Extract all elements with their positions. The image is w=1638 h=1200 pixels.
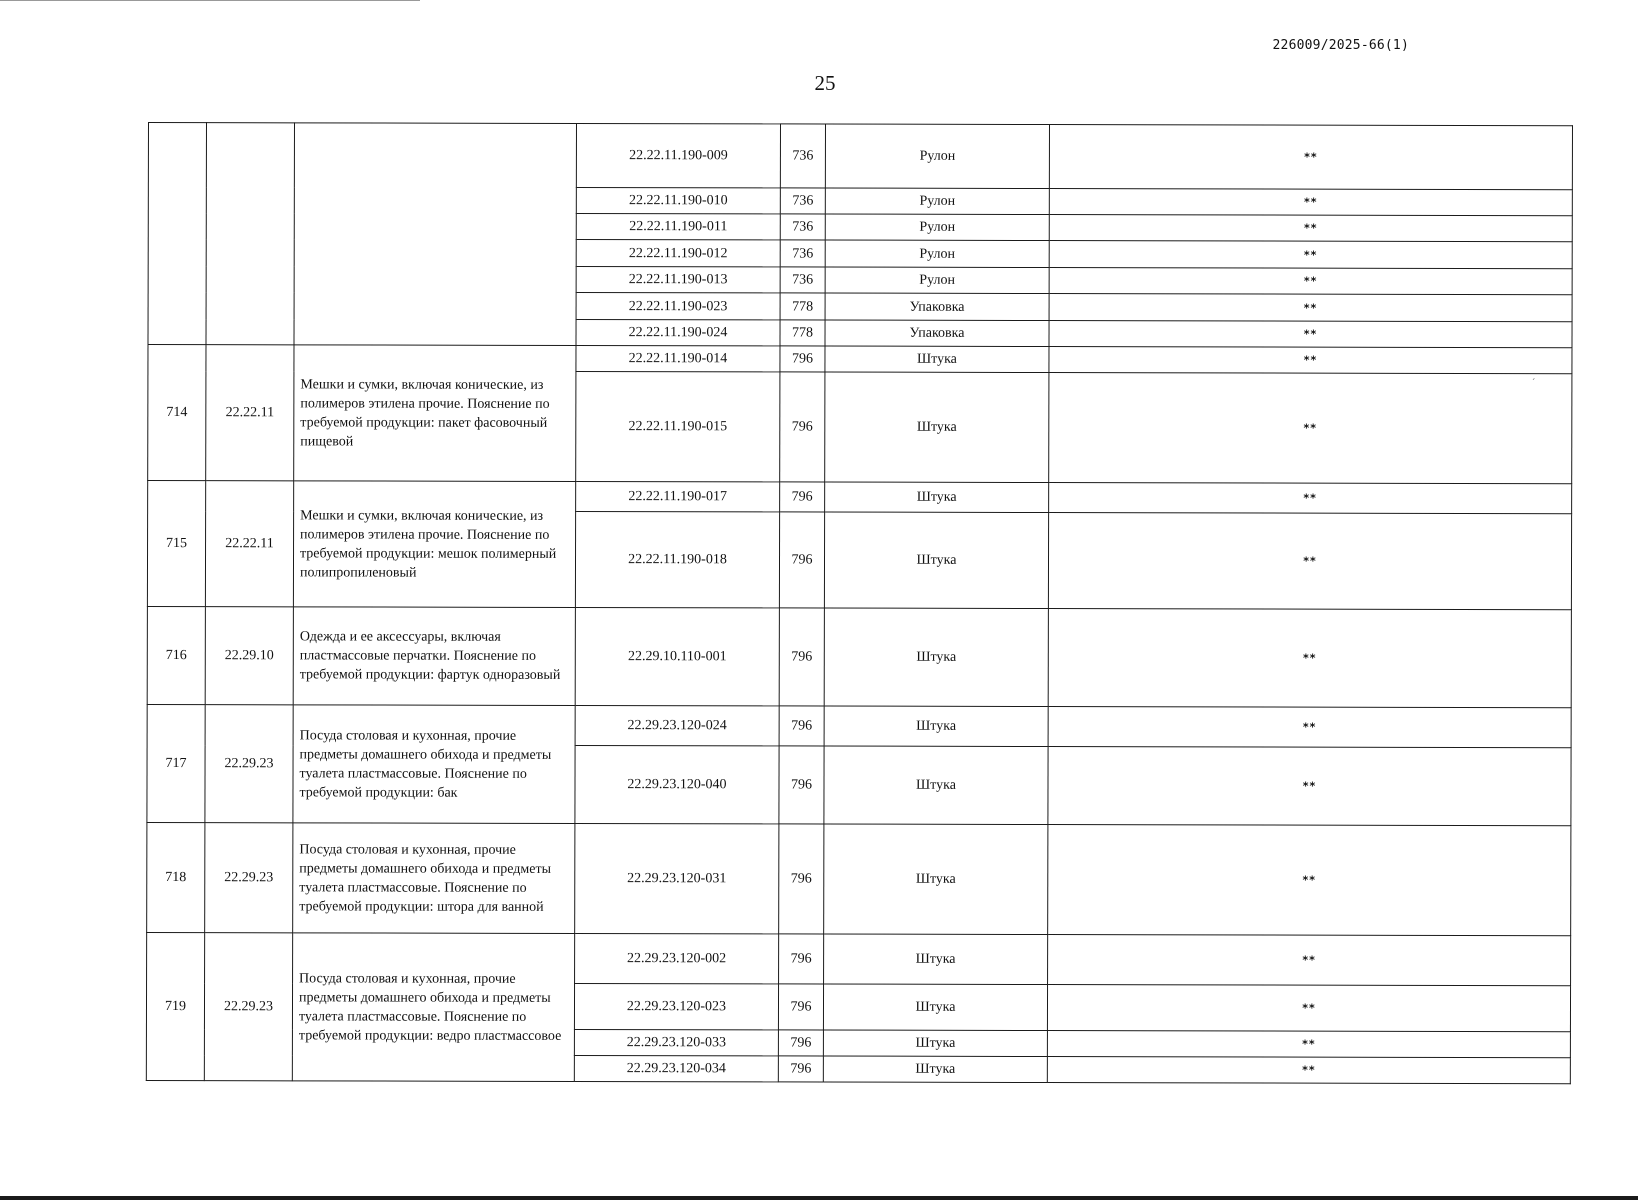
note-cell: ** (1049, 373, 1572, 484)
product-description-cell: Посуда столовая и кухонная, прочие предметы домашнего обихода и предметы туалета пластмассовые. Пояснение по требуемой продукции: штора для ванной (293, 823, 575, 934)
product-description-cell: Мешки и сумки, включая конические, из полимеров этилена прочие. Пояснение по требуемой продукции: пакет фасовочный пищевой (294, 345, 576, 482)
row-number-cell: 715 (147, 481, 205, 607)
note-cell: ** (1047, 1057, 1570, 1084)
okei-code-cell: 796 (779, 706, 824, 746)
note-cell: ** (1048, 513, 1571, 610)
unit-cell: Штука (824, 824, 1048, 935)
ktru-code-cell: 22.22.11.190-023 (576, 292, 780, 319)
ktru-code-cell: 22.22.11.190-024 (576, 319, 780, 345)
ktru-code-cell: 22.29.23.120-024 (575, 705, 779, 745)
row-number-cell: 718 (147, 822, 205, 932)
note-cell: ** (1049, 483, 1572, 514)
unit-cell: Штука (825, 372, 1049, 483)
okei-code-cell: 778 (780, 293, 825, 320)
ktru-code-cell: 22.29.10.110-001 (575, 607, 779, 705)
product-description-cell: Мешки и сумки, включая конические, из полимеров этилена прочие. Пояснение по требуемой продукции: мешок полимерный полипропиленовый (293, 481, 575, 608)
scan-speck: ˊ (1532, 378, 1536, 389)
ktru-code-cell: 22.29.23.120-034 (574, 1055, 778, 1081)
document-number: 226009/2025-66(1) (1272, 38, 1409, 53)
scan-edge-bottom (0, 1196, 1638, 1200)
unit-cell: Упаковка (825, 320, 1049, 347)
okei-code-cell: 796 (780, 372, 825, 482)
okei-code-cell: 796 (779, 512, 824, 608)
okei-code-cell: 736 (780, 267, 825, 293)
note-cell: ** (1047, 1031, 1570, 1058)
table-row (147, 606, 1571, 707)
unit-cell: Штука (823, 984, 1047, 1031)
note-cell: ** (1049, 268, 1572, 295)
okei-code-cell: 796 (779, 608, 824, 706)
unit-cell: Штука (824, 512, 1048, 609)
okei-code-cell: 736 (780, 240, 825, 267)
okei-code-cell: 796 (779, 824, 824, 934)
product-description-cell: Посуда столовая и кухонная, прочие предметы домашнего обихода и предметы туалета пластмассовые. Пояснение по требуемой продукции: бак (293, 705, 575, 824)
unit-cell: Штука (824, 934, 1048, 985)
specification-table-body (146, 123, 1572, 1084)
unit-cell: Штука (824, 706, 1048, 747)
note-cell: ** (1048, 935, 1571, 986)
table-row (148, 481, 1572, 514)
okei-code-cell: 796 (778, 984, 823, 1030)
unit-cell: Рулон (825, 240, 1049, 268)
note-cell: ** (1049, 189, 1572, 216)
table-row (147, 704, 1571, 747)
okpd-code-cell (206, 123, 295, 345)
unit-cell: Штука (825, 482, 1049, 513)
okei-code-cell: 778 (780, 320, 825, 346)
ktru-code-cell: 22.22.11.190-013 (576, 266, 780, 292)
ktru-code-cell: 22.22.11.190-015 (576, 371, 780, 481)
note-cell: ** (1049, 347, 1572, 374)
unit-cell: Штука (823, 1030, 1047, 1057)
unit-cell: Рулон (825, 267, 1049, 294)
okei-code-cell: 796 (779, 746, 824, 824)
note-cell: ** (1048, 609, 1571, 708)
table-row (148, 123, 1572, 190)
product-description-cell: Посуда столовая и кухонная, прочие предметы домашнего обихода и предметы туалета пластмассовые. Пояснение по требуемой продукции: ведро пластмассовое (292, 933, 574, 1082)
okei-code-cell: 736 (780, 214, 825, 240)
unit-cell: Рулон (825, 124, 1049, 189)
ktru-code-cell: 22.22.11.190-010 (576, 187, 780, 213)
note-cell: ** (1048, 707, 1571, 748)
product-description-cell (294, 123, 577, 346)
note-cell: ** (1049, 241, 1572, 269)
unit-cell: Рулон (825, 188, 1049, 215)
okpd-code-cell: 22.29.10 (205, 607, 293, 705)
ktru-code-cell: 22.22.11.190-014 (576, 345, 780, 371)
okpd-code-cell: 22.29.23 (205, 705, 293, 823)
note-cell: ** (1049, 294, 1572, 322)
ktru-code-cell: 22.22.11.190-011 (576, 213, 780, 239)
unit-cell: Штука (824, 608, 1048, 707)
specification-table (146, 122, 1573, 1084)
row-number-cell: 714 (148, 345, 206, 481)
ktru-code-cell: 22.29.23.120-040 (575, 745, 779, 823)
okpd-code-cell: 22.29.23 (204, 933, 292, 1081)
unit-cell: Штука (823, 1056, 1047, 1083)
okei-code-cell: 796 (780, 482, 825, 512)
table-row (147, 822, 1571, 935)
page-number: 25 (814, 71, 836, 95)
ktru-code-cell: 22.29.23.120-033 (574, 1029, 778, 1055)
ktru-code-cell: 22.22.11.190-009 (576, 123, 780, 187)
okei-code-cell: 796 (778, 1056, 823, 1082)
row-number-cell: 717 (147, 704, 205, 822)
okei-code-cell: 796 (778, 1030, 823, 1056)
row-number-cell: 716 (147, 606, 205, 704)
row-number-cell (148, 123, 207, 345)
ktru-code-cell: 22.29.23.120-031 (575, 823, 779, 933)
okpd-code-cell: 22.22.11 (205, 481, 293, 607)
unit-cell: Штука (824, 746, 1048, 825)
table-row (147, 932, 1571, 985)
note-cell: ** (1048, 747, 1571, 826)
ktru-code-cell: 22.22.11.190-017 (576, 481, 780, 511)
okpd-code-cell: 22.22.11 (206, 345, 294, 481)
unit-cell: Рулон (825, 214, 1049, 241)
okei-code-cell: 736 (780, 124, 825, 188)
scan-edge-top (0, 0, 420, 1)
okei-code-cell: 796 (780, 346, 825, 372)
note-cell: ** (1047, 985, 1570, 1032)
note-cell: ** (1049, 125, 1572, 190)
note-cell: ** (1049, 321, 1572, 348)
product-description-cell: Одежда и ее аксессуары, включая пластмассовые перчатки. Пояснение по требуемой продукции: фартук одноразовый (293, 607, 575, 706)
okei-code-cell: 796 (779, 934, 824, 984)
ktru-code-cell: 22.29.23.120-002 (575, 933, 779, 983)
ktru-code-cell: 22.29.23.120-023 (574, 983, 778, 1029)
unit-cell: Штука (825, 346, 1049, 373)
ktru-code-cell: 22.22.11.190-018 (575, 511, 779, 607)
table-row (148, 345, 1572, 374)
row-number-cell: 719 (146, 932, 204, 1080)
unit-cell: Упаковка (825, 293, 1049, 321)
note-cell: ** (1048, 825, 1571, 936)
ktru-code-cell: 22.22.11.190-012 (576, 239, 780, 266)
okpd-code-cell: 22.29.23 (205, 823, 293, 933)
note-cell: ** (1049, 215, 1572, 242)
okei-code-cell: 736 (780, 188, 825, 214)
